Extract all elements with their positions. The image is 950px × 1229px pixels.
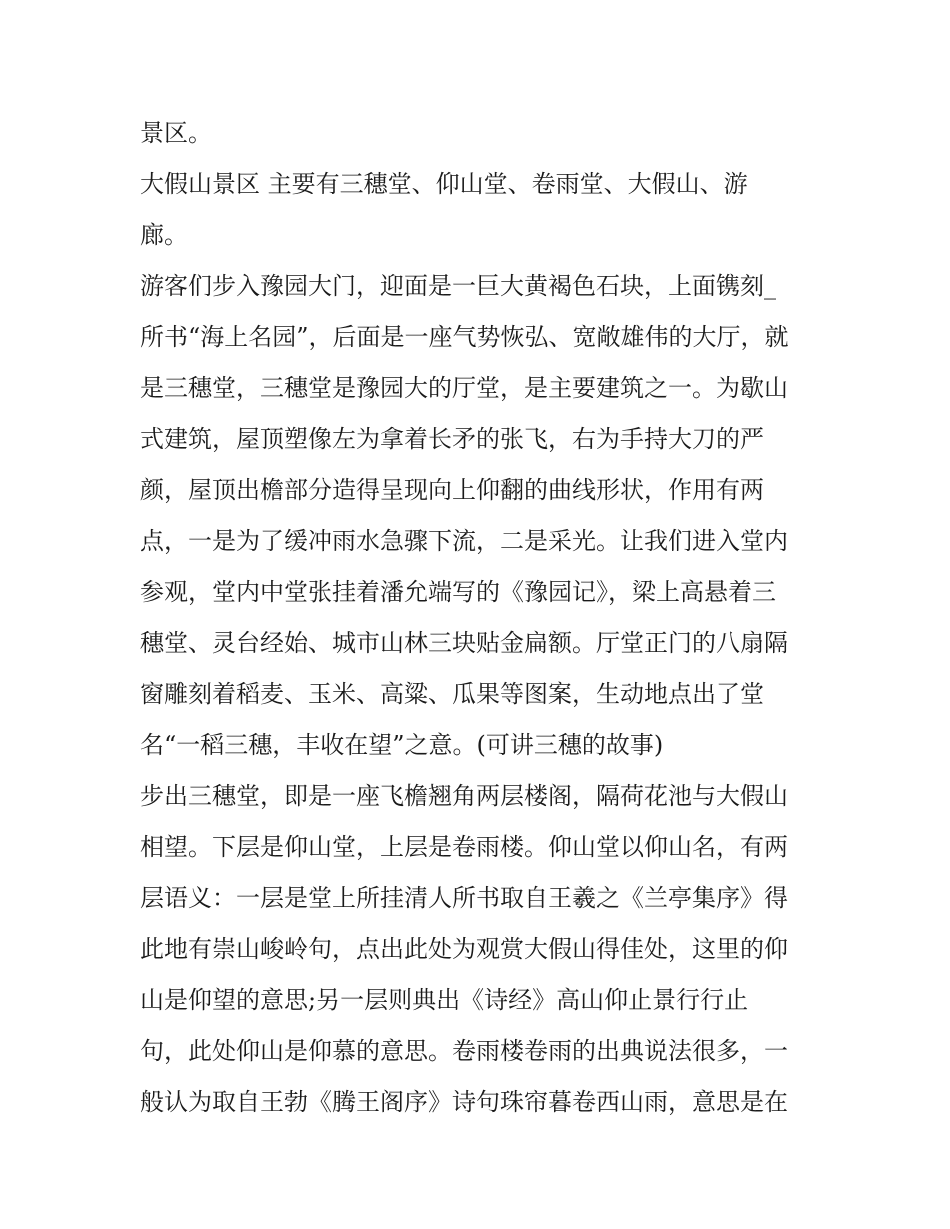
text-line: 式建筑，屋顶塑像左为拿着长矛的张飞，右为手持大刀的严 — [140, 425, 764, 453]
text-line: 点，一是为了缓冲雨水急骤下流，二是采光。让我们进入堂内 — [140, 527, 788, 555]
text-line: 般认为取自王勃《腾王阁序》诗句珠帘暮卷西山雨，意思是在 — [140, 1088, 788, 1116]
text-line: 窗雕刻着稻麦、玉米、高粱、瓜果等图案，生动地点出了堂 — [140, 680, 764, 708]
text-line: 穗堂、灵台经始、城市山林三块贴金扁额。厅堂正门的八扇隔 — [140, 629, 788, 657]
text-line: 相望。下层是仰山堂，上层是卷雨楼。仰山堂以仰山名，有两 — [140, 833, 788, 861]
text-line: 名“一稻三穗，丰收在望”之意。(可讲三穗的故事) — [140, 731, 664, 759]
text-line: 层语义：一层是堂上所挂清人所书取自王羲之《兰亭集序》得 — [140, 884, 788, 912]
text-line: 廊。 — [140, 221, 188, 249]
text-line: 山是仰望的意思;另一层则典出《诗经》高山仰止景行行止 — [140, 986, 749, 1014]
text-line: 句，此处仰山是仰慕的意思。卷雨楼卷雨的出典说法很多，一 — [140, 1037, 788, 1065]
text-line: 是三穗堂，三穗堂是豫园大的厅堂，是主要建筑之一。为歇山 — [140, 374, 788, 402]
text-line: 游客们步入豫园大门，迎面是一巨大黄褐色石块，上面镌刻_ — [140, 272, 776, 300]
text-line: 颜，屋顶出檐部分造得呈现向上仰翻的曲线形状，作用有两 — [140, 476, 764, 504]
text-line: 步出三穗堂，即是一座飞檐翘角两层楼阁，隔荷花池与大假山 — [140, 782, 788, 810]
body-text — [140, 108, 820, 1128]
text-line: 所书“海上名园”，后面是一座气势恢弘、宽敞雄伟的大厅，就 — [140, 323, 789, 351]
text-line: 参观，堂内中堂张挂着潘允端写的《豫园记》，梁上高悬着三 — [140, 578, 776, 606]
text-line: 景区。 — [140, 119, 212, 147]
text-line: 此地有崇山峻岭句，点出此处为观赏大假山得佳处，这里的仰 — [140, 935, 788, 963]
text-line: 大假山景区 主要有三穗堂、仰山堂、卷雨堂、大假山、游 — [140, 170, 748, 198]
